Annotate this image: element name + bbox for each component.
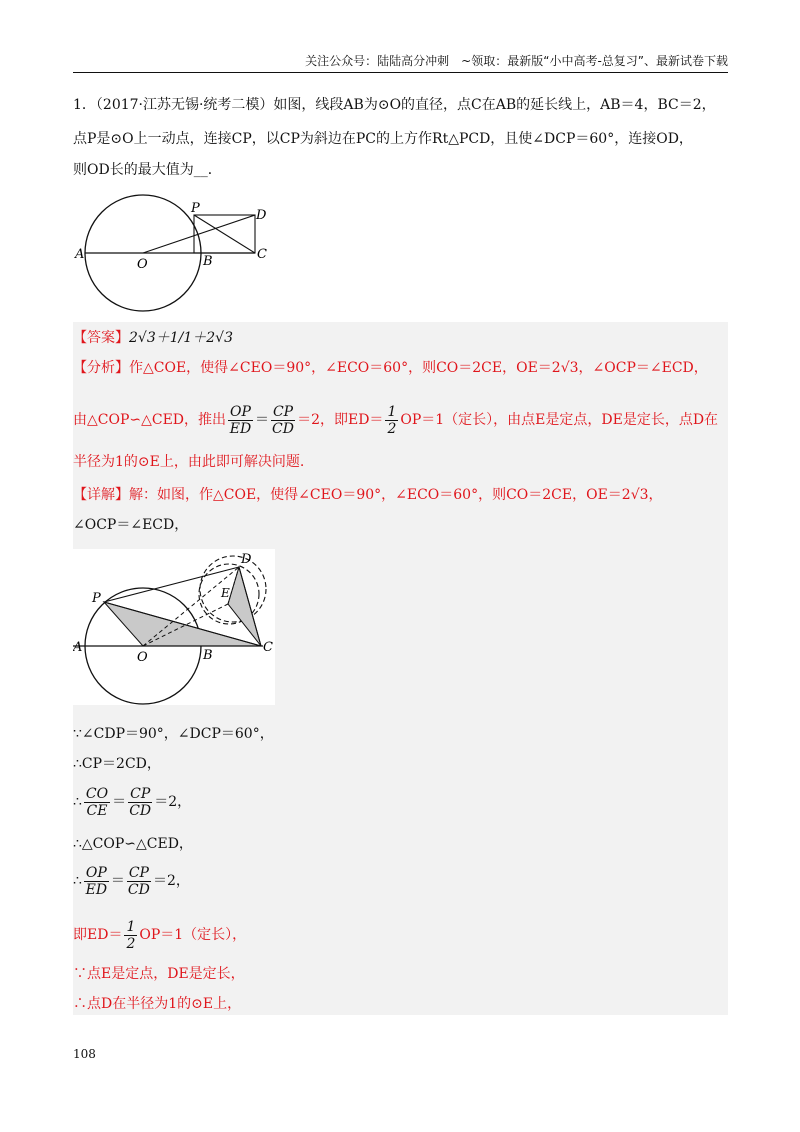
frac-num: 1 <box>387 403 397 420</box>
label-a: A <box>73 640 83 655</box>
step-5-suffix: ＝2， <box>152 873 190 889</box>
label-e: E <box>221 586 230 600</box>
analysis-line-1 <box>73 358 708 378</box>
step-6 <box>73 917 246 953</box>
question-line-2: 点P是⊙O上一动点，连接CP，以CP为斜边在PC的上方作Rt△PCD，且使∠DCP＝60°，连接OD， <box>73 131 693 147</box>
label-c: C <box>263 640 273 655</box>
analysis-text-2b: ＝2，即ED＝ <box>297 412 384 428</box>
analysis-text-2a: 由△COP∽△CED，推出 <box>73 412 227 428</box>
step-4: ∴△COP∽△CED， <box>73 836 193 852</box>
figure-2 <box>73 549 275 705</box>
frac-den: 2 <box>126 935 136 952</box>
frac-num: OP <box>230 403 251 420</box>
label-o: O <box>137 650 148 665</box>
step-2: ∴CP＝2CD， <box>73 756 161 772</box>
label-b: B <box>203 254 213 269</box>
frac-num: CP <box>272 403 294 420</box>
fraction-cp-cd <box>128 786 152 819</box>
fraction-op-ed <box>84 865 109 898</box>
label-p: P <box>191 201 200 216</box>
analysis-text-2c: OP＝1（定长），由点E是定点，DE是定长，点D在 <box>400 412 719 428</box>
page-header <box>73 52 728 73</box>
frac-num: CP <box>130 785 151 802</box>
figure-1 <box>70 194 280 319</box>
answer-text: 2√3＋1/1＋2√3 <box>129 330 234 346</box>
frac-den: ED <box>85 881 108 898</box>
step-6-suffix: OP＝1（定长）， <box>139 927 247 943</box>
detail-line-2: ∠OCP＝∠ECD， <box>73 517 189 533</box>
answer-line <box>73 328 233 348</box>
frac-den: CD <box>129 802 152 819</box>
step-3-suffix: ＝2， <box>154 794 192 810</box>
frac-den: ED <box>229 420 252 437</box>
question-line-1: 1．（2017·江苏无锡·统考二模）如图，线段AB为⊙O的直径，点C在AB的延长线上，AB＝4，BC＝2， <box>73 97 716 113</box>
fraction-op-ed <box>228 404 253 437</box>
header-text: 关注公众号：陆陆高分冲刺 ~领取：最新版“小中高考-总复习”、最新试卷下载 <box>305 54 728 68</box>
fraction-half <box>385 404 398 437</box>
step-6-prefix: 即ED＝ <box>73 927 123 943</box>
question-line-3: 则OD长的最大值为__． <box>73 162 222 178</box>
frac-den: 2 <box>387 420 397 437</box>
frac-den: CD <box>272 420 294 437</box>
answer-tag: 【答案】 <box>73 330 129 346</box>
step-3-prefix: ∴ <box>73 794 82 810</box>
fraction-cp-cd <box>271 404 295 437</box>
frac-den: CD <box>127 881 150 898</box>
label-b: B <box>203 648 213 663</box>
fraction-cp-cd <box>127 865 151 898</box>
label-c: C <box>257 247 267 262</box>
frac-num: OP <box>85 864 107 881</box>
fraction-co-ce <box>84 786 110 819</box>
frac-num: 1 <box>126 918 136 935</box>
step-8: ∴点D在半径为1的⊙E上， <box>73 996 242 1012</box>
step-3: ∴ $\frac{CO}{CE}$ ＝ $\frac{CP}{CD}$ ＝2， <box>73 785 192 819</box>
step-1: ∵∠CDP＝90°，∠DCP＝60°， <box>73 726 274 742</box>
step-7: ∵点E是定点，DE是定长， <box>73 966 245 982</box>
step-5-prefix: ∴ <box>73 873 82 889</box>
analysis-line-3: 半径为1的⊙E上，由此即可解决问题. <box>73 454 305 470</box>
frac-den: CE <box>86 802 108 819</box>
label-o: O <box>137 257 148 272</box>
detail-tag: 【详解】 <box>73 487 129 503</box>
line-pc <box>194 215 255 253</box>
analysis-line-2: 由△COP∽△CED，推出 $\frac{OP}{ED}$ ＝ $\frac{CP}{CD}$ ＝2，即ED＝ $\frac{1}{2}$ OP＝1（定长），由点E是定点，DE是定长，点D在 <box>73 403 719 437</box>
frac-num: CO <box>85 785 109 802</box>
step-5: ∴ $\frac{OP}{ED}$ ＝ $\frac{CP}{CD}$ ＝2， <box>73 864 190 898</box>
label-d: D <box>241 552 252 567</box>
line-od <box>143 215 255 253</box>
detail-line-1 <box>73 485 663 505</box>
detail-text-1: 解：如图，作△COE，使得∠CEO＝90°，∠ECO＝60°，则CO＝2CE，OE＝2√3， <box>129 487 663 503</box>
label-p: P <box>92 591 101 606</box>
label-a: A <box>75 247 85 262</box>
fraction-half <box>124 919 137 952</box>
analysis-tag: 【分析】 <box>73 360 129 376</box>
frac-num: CP <box>128 864 149 881</box>
analysis-text-1: 作△COE，使得∠CEO＝90°，∠ECO＝60°，则CO＝2CE，OE＝2√3，∠OCP＝∠ECD， <box>129 360 708 376</box>
label-d: D <box>256 208 267 223</box>
page-number: 108 <box>73 1047 96 1061</box>
